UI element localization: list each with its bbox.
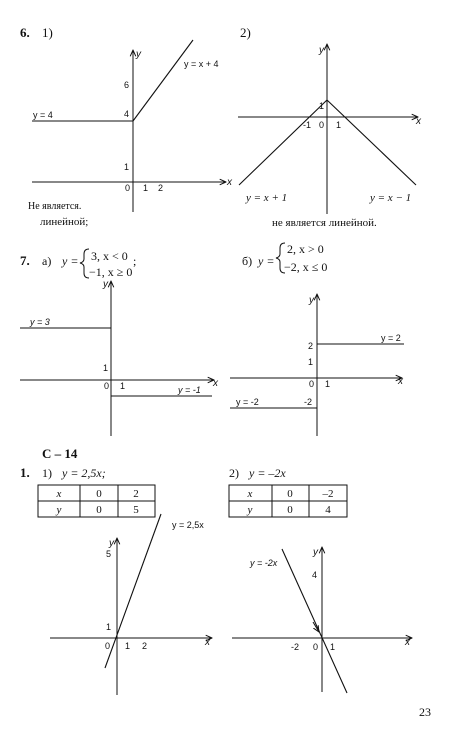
label-y-2-5x: y = 2,5x [172, 520, 204, 530]
x-axis-label: x [227, 177, 232, 188]
caption-6-2: не является линейной. [272, 217, 377, 229]
problem-7a-case1: 3, x < 0 [91, 249, 128, 263]
graph-1-2 [232, 547, 412, 693]
table-cell: –2 [322, 488, 334, 500]
tick-y-1: 1 [124, 162, 130, 172]
table-cell: 2 [133, 488, 139, 500]
graph-7a [20, 279, 219, 436]
tick-y-minus-2: -2 [304, 397, 313, 407]
problem-1-part1-formula: y = 2,5x; [62, 466, 106, 480]
label-y-x-plus-1: y = x + 1 [246, 192, 288, 204]
problem-1-part1-label: 1) [42, 466, 52, 480]
tick-x-minus-1: -1 [303, 120, 312, 130]
tick-y-1: 1 [106, 622, 112, 632]
problem-6-number: 6. [20, 25, 30, 40]
tick-x-0: 0 [319, 120, 325, 130]
tick-x-1: 1 [143, 183, 149, 193]
y-axis-label: y [103, 279, 108, 290]
x-axis-label: x [213, 378, 218, 389]
problem-7b-label: б) [242, 254, 253, 268]
graph-6-2 [238, 44, 422, 214]
problem-1-part2-label: 2) [229, 466, 239, 480]
table-cell: x [56, 488, 62, 500]
table-cell: 0 [96, 488, 102, 500]
caption-6-1-line2: линейной; [40, 216, 89, 228]
tick-x-0: 0 [125, 183, 131, 193]
tick-y-4: 4 [124, 109, 130, 119]
problem-1-number: 1. [20, 465, 30, 480]
tick-y-1: 1 [319, 101, 325, 111]
tick-x-1: 1 [120, 381, 126, 391]
label-y-2: y = 2 [381, 333, 401, 343]
brace-7a [80, 249, 89, 278]
problem-7a-semicolon: ; [133, 254, 137, 268]
tick-x-0: 0 [313, 642, 319, 652]
tick-y-1: 1 [308, 357, 314, 367]
table-cell: 4 [325, 504, 331, 516]
label-y-x-minus-1: y = x − 1 [370, 192, 412, 204]
table-cell: y [247, 504, 253, 516]
x-axis-label: x [398, 376, 403, 387]
tick-y-4: 4 [312, 570, 318, 580]
problem-7b-case2: −2, x ≤ 0 [284, 260, 328, 274]
tick-x-1: 1 [330, 642, 336, 652]
table-cell: 5 [133, 504, 139, 516]
value-table-1-2 [229, 485, 347, 517]
y-axis-label: y [313, 547, 318, 558]
line-y-x-plus-4 [133, 40, 193, 121]
graph-7b [230, 294, 404, 436]
label-y-minus-1: y = -1 [178, 385, 201, 395]
tick-y-2: 2 [308, 341, 314, 351]
tick-x-minus-2: -2 [291, 642, 300, 652]
tick-x-2: 2 [142, 641, 148, 651]
label-y-4: y = 4 [33, 110, 53, 120]
caption-6-1-line1: Не является. [28, 201, 82, 212]
label-y-x-plus-4: y = x + 4 [184, 59, 219, 69]
tick-y-6: 6 [124, 80, 130, 90]
value-table-1-1 [38, 485, 155, 517]
problem-7-number: 7. [20, 253, 30, 268]
label-y-3: y = 3 [30, 317, 50, 327]
problem-7b-case1: 2, x > 0 [287, 242, 324, 256]
line-y-x-minus-1 [327, 100, 416, 185]
y-axis-label: y [309, 295, 314, 306]
graph-1-1 [50, 514, 212, 695]
line-y-x-plus-1 [239, 100, 327, 185]
x-axis-label: x [416, 116, 421, 127]
problem-7a-label: а) [42, 254, 52, 268]
tick-x-0: 0 [105, 641, 111, 651]
section-title: С – 14 [42, 446, 78, 461]
tick-x-2: 2 [158, 183, 164, 193]
table-cell: 0 [96, 504, 102, 516]
problem-6-part1-label: 1) [42, 25, 53, 40]
problem-1-part2-formula: y = –2x [249, 466, 286, 480]
tick-y-5: 5 [106, 549, 112, 559]
label-y-minus-2x: y = -2x [250, 558, 278, 568]
y-axis-label: y [136, 49, 141, 60]
graph-6-1 [32, 40, 233, 212]
tick-x-1: 1 [336, 120, 342, 130]
table-cell: 0 [287, 488, 293, 500]
x-axis-label: x [405, 637, 410, 648]
x-axis-label: x [205, 637, 210, 648]
y-axis-label: y [109, 538, 114, 549]
tick-x-1: 1 [125, 641, 131, 651]
table-cell: y [56, 504, 62, 516]
tick-x-1: 1 [325, 379, 331, 389]
tick-y-1: 1 [103, 363, 109, 373]
table-cell: 0 [287, 504, 293, 516]
problem-7a-case2: −1, x ≥ 0 [89, 265, 133, 279]
tick-x-0: 0 [309, 379, 315, 389]
page-number: 23 [419, 705, 431, 719]
label-y-minus-2: y = -2 [236, 397, 259, 407]
problem-7a-y-eq: y = [62, 254, 79, 268]
problem-6-part2-label: 2) [240, 25, 251, 40]
problem-7b-y-eq: y = [258, 254, 275, 268]
table-cell: x [247, 488, 253, 500]
y-axis-label: y [319, 45, 324, 56]
tick-x-0: 0 [104, 381, 110, 391]
